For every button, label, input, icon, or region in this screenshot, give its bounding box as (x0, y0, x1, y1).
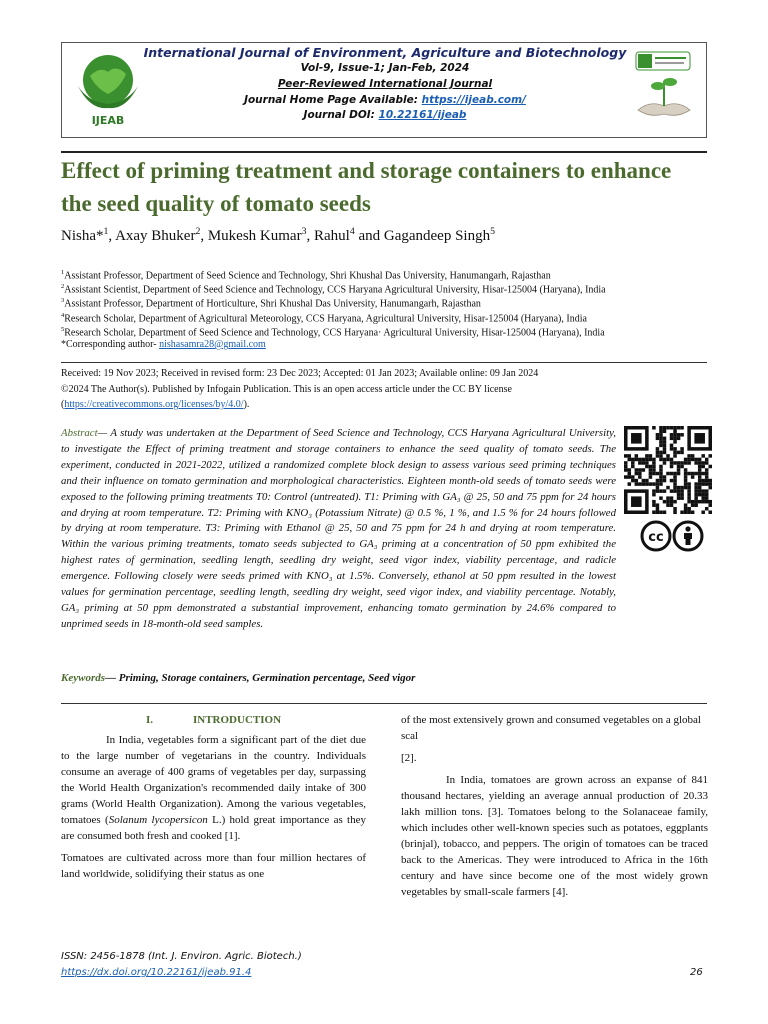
top-rule (61, 151, 707, 153)
intro-left-column (61, 712, 366, 888)
affiliation: $^3$Assistant Professor, Department of Horticulture, Shri Khushal Das University, Hanumangarh, Rajasthan (61, 297, 481, 310)
svg-text:IJEAB: IJEAB (91, 114, 125, 127)
article-title: Effect of priming treatment and storage containers to enhance the seed quality of tomato seeds (61, 158, 672, 216)
footer-doi-link[interactable]: https://dx.doi.org/10.22161/ijeab.91.4 (61, 967, 252, 978)
author: Nisha*$^1$, (61, 226, 116, 244)
peer-reviewed-label: Peer-Reviewed International Journal (277, 78, 493, 90)
cc-by-license-icon (640, 520, 706, 552)
affiliation: $^5$Research Scholar, Department of Seed Science and Technology, CCS Haryana· Agricultural University, Hisar-125004 (Haryana), India (61, 326, 605, 339)
divider (61, 703, 707, 704)
doi-label: Journal DOI: (303, 109, 379, 121)
abstract-label: Abstract (61, 427, 98, 439)
affiliation: $^4$Research Scholar, Department of Agricultural Meteorology, CCS Haryana, Agricultural University, Hisar-125004 (Haryana), India (61, 312, 587, 325)
keywords-text: — Priming, Storage containers, Germination percentage, Seed vigor (105, 672, 416, 684)
doi-line (120, 109, 650, 121)
corresponding-author: *Corresponding author- nishasamra28@gmail.com (61, 339, 266, 350)
footer-issn: ISSN: 2456-1878 (Int. J. Environ. Agric. Biotech.) (61, 951, 302, 962)
qr-code[interactable] (622, 426, 714, 514)
keywords-label: Keywords (61, 672, 105, 684)
section-heading: I. INTRODUCTION (145, 714, 282, 726)
page-number: 26 (690, 967, 703, 978)
author: Gagandeep Singh$^5$ (383, 226, 495, 244)
license-url-line: (https://creativecommons.org/licenses/by/4.0/). (61, 399, 250, 410)
divider (61, 362, 707, 363)
paragraph: [2]. (401, 752, 417, 764)
home-page-link[interactable]: https://ijeab.com/ (421, 94, 526, 106)
keywords (61, 672, 707, 684)
paragraph: In India, tomatoes are grown across an expanse of 841 thousand hectares, yielding an average annual production of 20.33 lakh million tons. [3]. Tomatoes belong to the Solanaceae family, which includes other well-known species such as potatoes, eggplants (brinjal), tobacco, and peppers. The origin of tomatoes can be traced back to the Americas. They were introduced to Africa in the 16th century and have since become one of the most widely grown vegetables by small-scale farmers [4]. (401, 774, 708, 898)
intro-right-column (401, 712, 708, 906)
license-statement: ©2024 The Author(s). Published by Infogain Publication. This is an open access article under the CC BY license (61, 384, 512, 395)
home-page-line (120, 94, 650, 106)
journal-title: International Journal of Environment, Agriculture and Biotechnology (143, 45, 627, 60)
affiliation: $^1$Assistant Professor, Department of Seed Science and Technology, Shri Khushal Das University, Hanumangarh, Rajasthan (61, 269, 551, 282)
home-page-label: Journal Home Page Available: (244, 94, 422, 106)
license-link[interactable]: https://creativecommons.org/licenses/by/4.0/ (64, 399, 244, 410)
article-dates: Received: 19 Nov 2023; Received in revised form: 23 Dec 2023; Accepted: 01 Jan 2023; Available online: 09 Jan 2024 (61, 368, 539, 379)
affiliation: $^2$Assistant Scientist, Department of Seed Science and Technology, CCS Haryana Agricultural University, Hisar-125004 (Haryana), India (61, 283, 606, 296)
paragraph: of the most extensively grown and consumed vegetables on a global scal (401, 714, 701, 742)
svg-text:cc: cc (648, 530, 664, 545)
abstract (61, 426, 616, 633)
paragraph: In India, vegetables form a significant part of the diet due to the large number of vegetarians in the country. Individuals consume an average of 400 grams of vegetables per day, surpassing the World Health Organization's recommended daily intake of 300 grams (World Health Organization). Among the various vegetables, tomatoes (Solanum lycopersicon L.) hold great importance as they are consumed both fresh and cooked [1]. (61, 734, 366, 842)
paragraph: Tomatoes are cultivated across more than four million hectares of land worldwide, solidifying their status as one (61, 852, 366, 880)
journal-doi-link[interactable]: 10.22161/ijeab (378, 109, 467, 121)
author: Axay Bhuker$^2$, (115, 226, 208, 244)
author-list (61, 226, 707, 245)
corresponding-email-link[interactable]: nishasamra28@gmail.com (159, 339, 266, 350)
abstract-text: — A study was undertaken at the Department of Seed Science and Technology, CCS Haryana Agricultural University, to investigate the Effect of priming treatment and storage containers to enhance the seed quality of tomato seeds. The experiment, conducted in 2021-2022, utilized a randomized complete block design to assess various seed priming techniques and their influence on tomato germination and morphological characteristics. Eighteen month-old seeds of tomato seeds were exposed to the following priming treatments T0: Control (untreated). T1: Priming with GA₃ @ 25, 50 and 75 ppm for 24 hours and drying at room temperature. T2: Priming with KNO₃ (Potassium Nitrate) @ 0.5 %, 1 %, and 1.5 % for 24 hours followed by drying at room temperature. T3: Priming with Ethanol @ 25, 50 and 75 ppm for 24 h and drying at room temperature. Within the various priming treatments, tomato seeds subjected to GA₃ priming at a concentration of 50 ppm exhibited the highest rates of germination, seedling length, seedling dry weight, seed vigor index, viability percentage, and radicle emergence. Following closely were seeds primed with KNO₃ at 1.5%. Conversely, ethanol at 50 ppm resulted in the lowest values for germination percentage, seedling length, seedling dry weight, seed vigor index, and viability percentage. Notably, GA₃ priming at 50 ppm demonstrated a substantial improvement, enhancing tomato germination by 24.6% compared to unprimed seeds in 18-month-old seed samples. (61, 427, 616, 630)
author: Rahul$^4$ and (313, 226, 384, 244)
journal-volume: Vol-9, Issue-1; Jan-Feb, 2024 (300, 62, 470, 74)
author: Mukesh Kumar$^3$, (207, 226, 314, 244)
